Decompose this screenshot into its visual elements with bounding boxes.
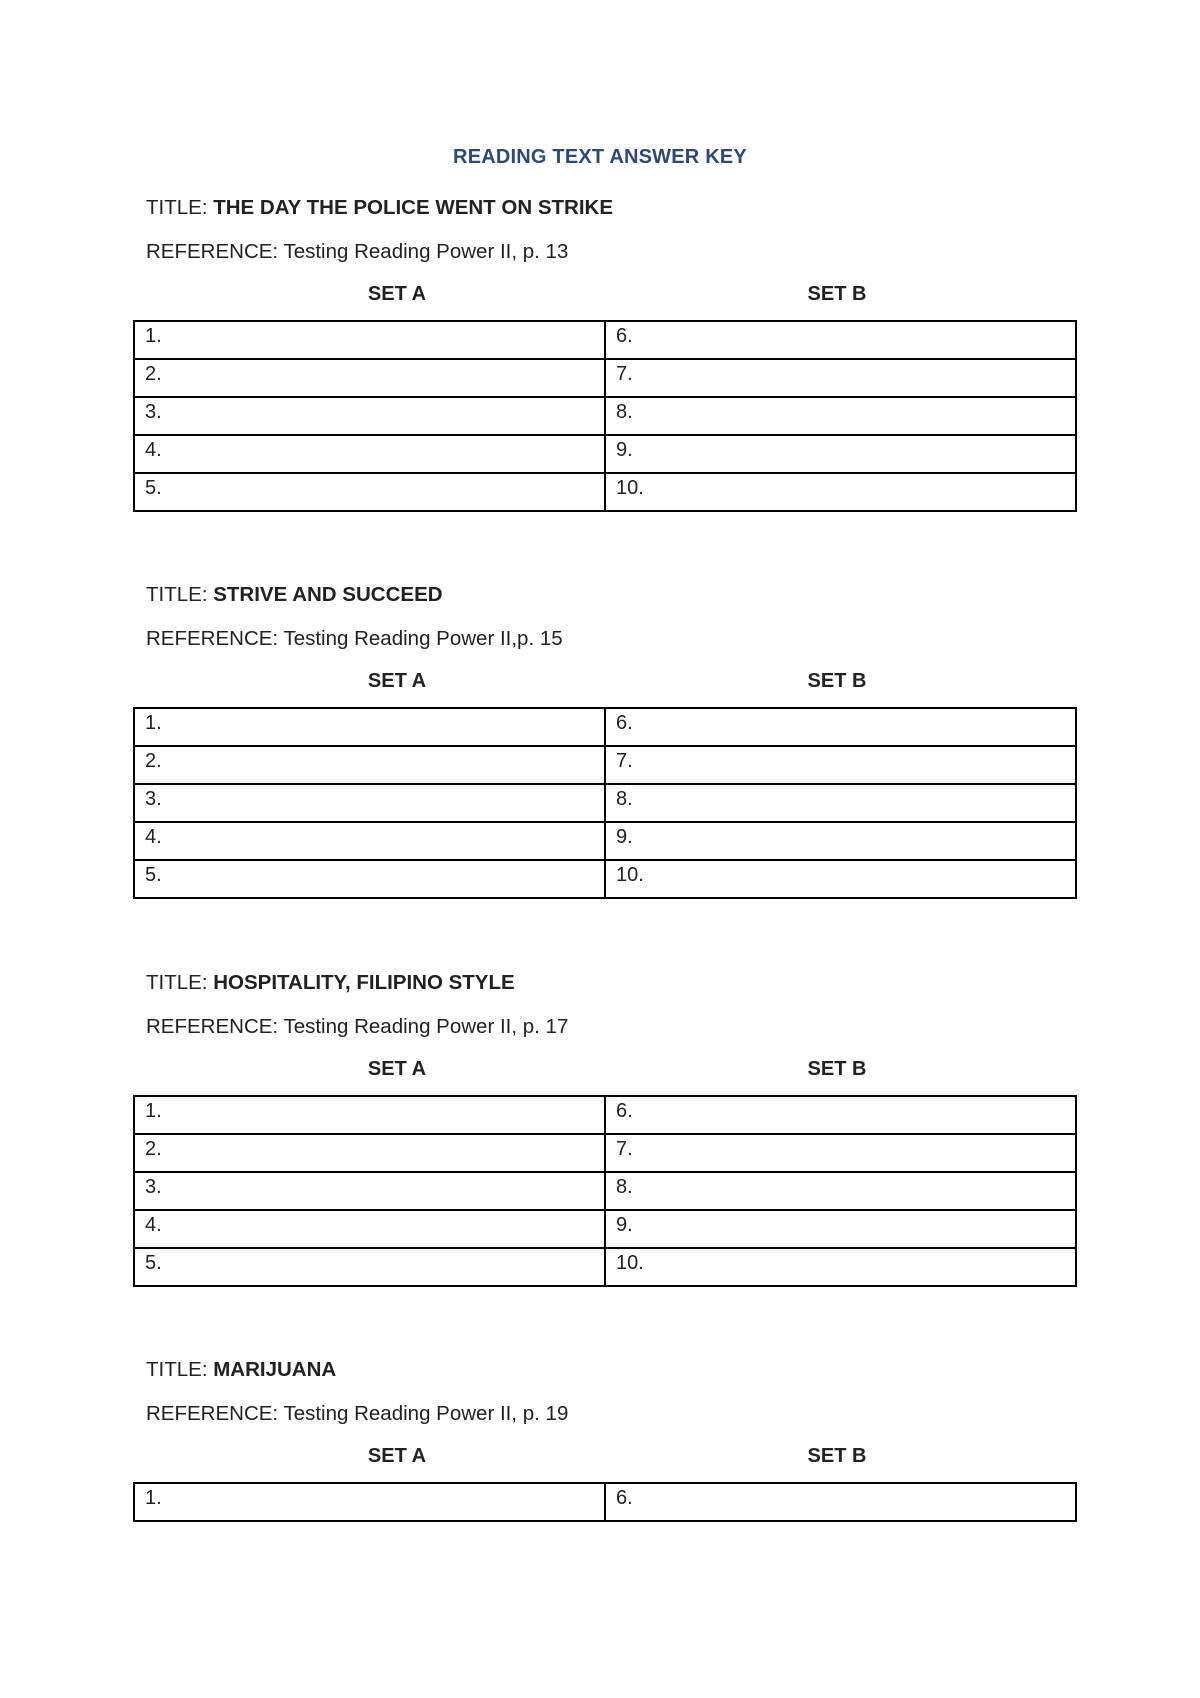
set-a-answer-cell[interactable] bbox=[134, 359, 605, 397]
set-a-answer-cell[interactable] bbox=[134, 746, 605, 784]
set-a-answer-cell[interactable] bbox=[134, 397, 605, 435]
set-a-header: SET A bbox=[367, 1445, 427, 1467]
answer-table bbox=[133, 320, 1077, 512]
set-b-answer-cell[interactable] bbox=[605, 397, 1076, 435]
item-number: 10. bbox=[616, 863, 644, 886]
set-b-answer-cell[interactable] bbox=[605, 1248, 1076, 1286]
set-a-answer-cell[interactable] bbox=[134, 435, 605, 473]
section-title-label: TITLE: bbox=[146, 583, 214, 606]
answer-table bbox=[133, 1482, 1077, 1522]
item-number: 5. bbox=[145, 476, 162, 499]
section-title-value: HOSPITALITY, FILIPINO STYLE bbox=[213, 971, 515, 994]
item-number: 2. bbox=[145, 749, 162, 772]
item-number: 1. bbox=[145, 1099, 162, 1122]
section-title-label: TITLE: bbox=[146, 196, 214, 219]
set-b-answer-cell[interactable] bbox=[605, 784, 1076, 822]
section-title-label: TITLE: bbox=[146, 971, 214, 994]
set-b-answer-cell[interactable] bbox=[605, 473, 1076, 511]
table-row bbox=[134, 860, 1076, 898]
set-a-answer-cell[interactable] bbox=[134, 784, 605, 822]
item-number: 1. bbox=[145, 1486, 162, 1509]
set-b-header: SET B bbox=[807, 1445, 867, 1467]
table-row bbox=[134, 473, 1076, 511]
table-row bbox=[134, 359, 1076, 397]
set-b-answer-cell[interactable] bbox=[605, 1096, 1076, 1134]
set-b-answer-cell[interactable] bbox=[605, 708, 1076, 746]
table-row bbox=[134, 397, 1076, 435]
set-b-answer-cell[interactable] bbox=[605, 435, 1076, 473]
set-a-answer-cell[interactable] bbox=[134, 1096, 605, 1134]
table-row bbox=[134, 708, 1076, 746]
set-b-answer-cell[interactable] bbox=[605, 746, 1076, 784]
set-a-answer-cell[interactable] bbox=[134, 708, 605, 746]
set-a-answer-cell[interactable] bbox=[134, 860, 605, 898]
section-title-value: STRIVE AND SUCCEED bbox=[213, 583, 443, 606]
item-number: 3. bbox=[145, 787, 162, 810]
table-row bbox=[134, 1172, 1076, 1210]
item-number: 10. bbox=[616, 476, 644, 499]
item-number: 8. bbox=[616, 400, 633, 423]
item-number: 2. bbox=[145, 1137, 162, 1160]
set-a-header: SET A bbox=[367, 1058, 427, 1080]
set-a-answer-cell[interactable] bbox=[134, 473, 605, 511]
item-number: 6. bbox=[616, 1099, 633, 1122]
item-number: 10. bbox=[616, 1251, 644, 1274]
set-b-answer-cell[interactable] bbox=[605, 359, 1076, 397]
set-b-answer-cell[interactable] bbox=[605, 1172, 1076, 1210]
section-reference: REFERENCE: Testing Reading Power II, p. 13 bbox=[146, 240, 569, 263]
table-row bbox=[134, 1096, 1076, 1134]
table-row bbox=[134, 1483, 1076, 1521]
set-b-answer-cell[interactable] bbox=[605, 860, 1076, 898]
answer-table bbox=[133, 707, 1077, 899]
item-number: 6. bbox=[616, 1486, 633, 1509]
item-number: 5. bbox=[145, 1251, 162, 1274]
set-a-answer-cell[interactable] bbox=[134, 321, 605, 359]
section-title-label: TITLE: bbox=[146, 1358, 214, 1381]
answer-table bbox=[133, 1095, 1077, 1287]
set-b-answer-cell[interactable] bbox=[605, 822, 1076, 860]
item-number: 7. bbox=[616, 749, 633, 772]
set-b-answer-cell[interactable] bbox=[605, 321, 1076, 359]
set-a-answer-cell[interactable] bbox=[134, 1210, 605, 1248]
item-number: 2. bbox=[145, 362, 162, 385]
item-number: 1. bbox=[145, 711, 162, 734]
set-a-header: SET A bbox=[367, 283, 427, 305]
table-row bbox=[134, 822, 1076, 860]
table-row bbox=[134, 1210, 1076, 1248]
section-title-line bbox=[146, 583, 443, 607]
item-number: 9. bbox=[616, 825, 633, 848]
table-row bbox=[134, 321, 1076, 359]
item-number: 3. bbox=[145, 1175, 162, 1198]
section-title-value: THE DAY THE POLICE WENT ON STRIKE bbox=[213, 196, 614, 219]
section-reference: REFERENCE: Testing Reading Power II, p. 19 bbox=[146, 1402, 569, 1425]
item-number: 5. bbox=[145, 863, 162, 886]
set-b-header: SET B bbox=[807, 283, 867, 305]
set-b-header: SET B bbox=[807, 670, 867, 692]
item-number: 9. bbox=[616, 438, 633, 461]
table-row bbox=[134, 1248, 1076, 1286]
item-number: 9. bbox=[616, 1213, 633, 1236]
set-a-answer-cell[interactable] bbox=[134, 822, 605, 860]
set-b-header: SET B bbox=[807, 1058, 867, 1080]
item-number: 6. bbox=[616, 711, 633, 734]
set-a-answer-cell[interactable] bbox=[134, 1248, 605, 1286]
set-a-answer-cell[interactable] bbox=[134, 1172, 605, 1210]
table-row bbox=[134, 435, 1076, 473]
item-number: 3. bbox=[145, 400, 162, 423]
item-number: 4. bbox=[145, 438, 162, 461]
table-row bbox=[134, 1134, 1076, 1172]
section-reference: REFERENCE: Testing Reading Power II,p. 15 bbox=[146, 627, 563, 650]
set-a-answer-cell[interactable] bbox=[134, 1134, 605, 1172]
table-row bbox=[134, 784, 1076, 822]
set-b-answer-cell[interactable] bbox=[605, 1210, 1076, 1248]
section-title-line bbox=[146, 971, 515, 995]
set-b-answer-cell[interactable] bbox=[605, 1134, 1076, 1172]
section-title-value: MARIJUANA bbox=[213, 1358, 337, 1381]
item-number: 1. bbox=[145, 324, 162, 347]
item-number: 7. bbox=[616, 1137, 633, 1160]
table-row bbox=[134, 746, 1076, 784]
item-number: 7. bbox=[616, 362, 633, 385]
set-b-answer-cell[interactable] bbox=[605, 1483, 1076, 1521]
document-title: READING TEXT ANSWER KEY bbox=[453, 146, 747, 168]
item-number: 4. bbox=[145, 825, 162, 848]
item-number: 8. bbox=[616, 1175, 633, 1198]
section-title-line bbox=[146, 196, 613, 220]
item-number: 4. bbox=[145, 1213, 162, 1236]
item-number: 8. bbox=[616, 787, 633, 810]
section-reference: REFERENCE: Testing Reading Power II, p. 17 bbox=[146, 1015, 569, 1038]
set-a-header: SET A bbox=[367, 670, 427, 692]
section-title-line bbox=[146, 1358, 336, 1382]
set-a-answer-cell[interactable] bbox=[134, 1483, 605, 1521]
item-number: 6. bbox=[616, 324, 633, 347]
